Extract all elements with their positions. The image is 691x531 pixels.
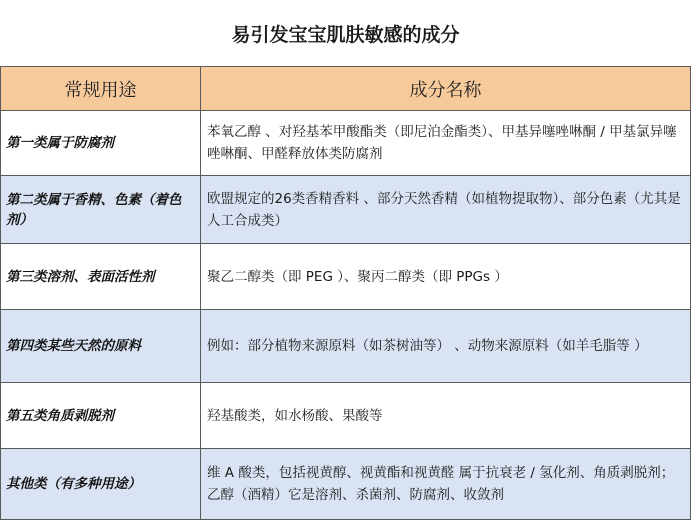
row-category: 第三类溶剂、表面活性剂 bbox=[1, 244, 201, 310]
row-ingredients: 聚乙二醇类（即 PEG ）、聚丙二醇类（即 PPGs ） bbox=[201, 244, 691, 310]
header-usage: 常规用途 bbox=[1, 67, 201, 111]
table-row bbox=[1, 449, 691, 520]
row-category: 第一类属于防腐剂 bbox=[1, 111, 201, 176]
row-category: 其他类（有多种用途） bbox=[1, 449, 201, 520]
row-ingredients: 维 A 酸类，包括视黄醇、视黄酯和视黄醛 属于抗衰老 / 氢化剂、角质剥脱剂；乙醇（酒精）它是溶剂、杀菌剂、防腐剂、收敛剂 bbox=[201, 449, 691, 520]
table-header-row bbox=[1, 67, 691, 111]
table-row bbox=[1, 383, 691, 449]
ingredient-table bbox=[0, 66, 691, 520]
table-row bbox=[1, 176, 691, 244]
row-ingredients: 欧盟规定的26类香精香料 、部分天然香精（如植物提取物）、部分色素（尤其是人工合成类） bbox=[201, 176, 691, 244]
table-row bbox=[1, 244, 691, 310]
row-ingredients: 羟基酸类，如水杨酸、果酸等 bbox=[201, 383, 691, 449]
row-ingredients: 苯氧乙醇 、对羟基苯甲酸酯类（即尼泊金酯类）、甲基异噻唑啉酮 / 甲基氯异噻唑啉酮、甲醛释放体类防腐剂 bbox=[201, 111, 691, 176]
table-title: 易引发宝宝肌肤敏感的成分 bbox=[231, 23, 460, 46]
table-row bbox=[1, 111, 691, 176]
row-category: 第二类属于香精、色素（着色剂） bbox=[1, 176, 201, 244]
row-category: 第四类某些天然的原料 bbox=[1, 310, 201, 383]
header-ingredient-name: 成分名称 bbox=[201, 67, 691, 111]
row-ingredients: 例如：部分植物来源原料（如茶树油等） 、动物来源原料（如羊毛脂等 ） bbox=[201, 310, 691, 383]
table-row bbox=[1, 310, 691, 383]
row-category: 第五类角质剥脱剂 bbox=[1, 383, 201, 449]
